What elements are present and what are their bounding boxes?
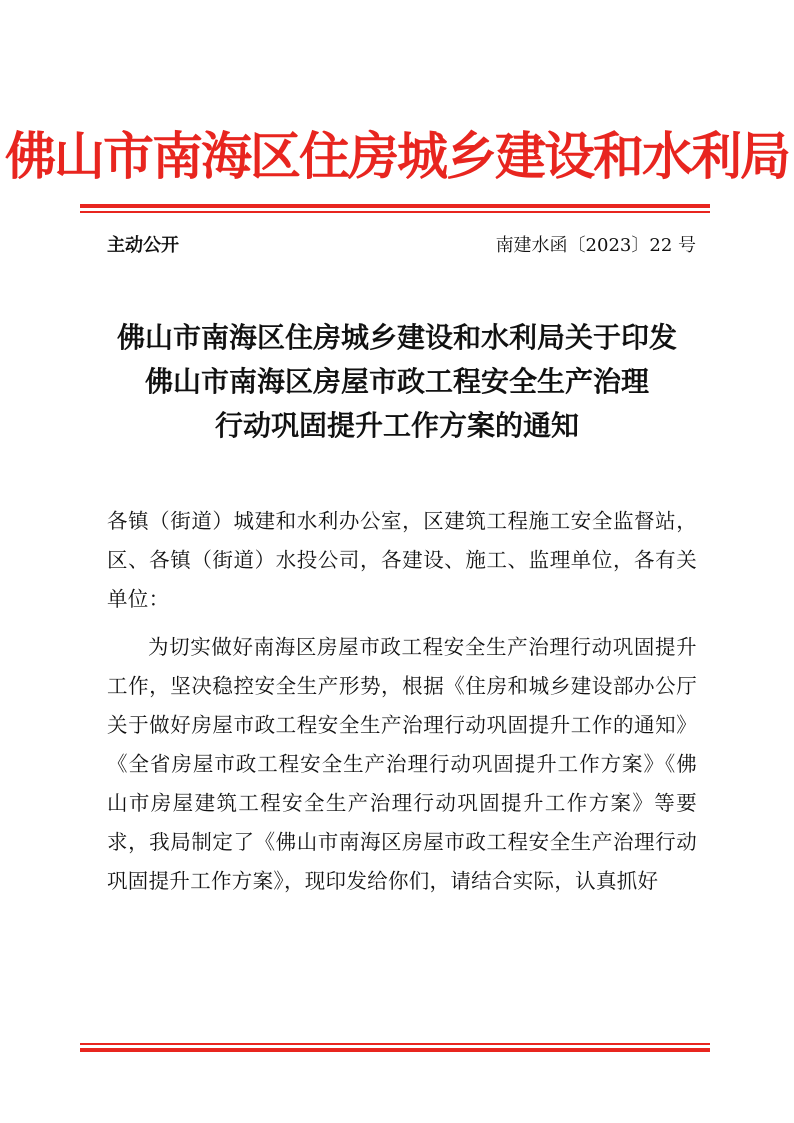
document-body <box>107 502 697 901</box>
title-line-1: 佛山市南海区住房城乡建设和水利局关于印发 <box>116 321 677 354</box>
header-rule-thin <box>80 211 710 213</box>
disclosure-label: 主动公开 <box>107 235 179 256</box>
document-title <box>80 316 714 448</box>
title-line-2: 佛山市南海区房屋市政工程安全生产治理 <box>144 365 649 398</box>
body-paragraph-1: 为切实做好南海区房屋市政工程安全生产治理行动巩固提升工作，坚决稳控安全生产形势，根据《住房和城乡建设部办公厅关于做好房屋市政工程安全生产治理行动巩固提升工作的通知》《全省房屋市政工程安全生产治理行动巩固提升工作方案》《佛山市房屋建筑工程安全生产治理行动巩固提升工作方案》等要求，我局制定了《佛山市南海区房屋市政工程安全生产治理行动巩固提升工作方案》，现印发给你们，请结合实际，认真抓好 <box>107 635 697 893</box>
document-number: 南建水函〔2023〕22 号 <box>495 235 696 256</box>
header-rule-thick <box>80 204 710 208</box>
footer-rule-thick <box>80 1048 710 1052</box>
letterhead-title: 佛山市南海区住房城乡建设和水利局 <box>4 128 789 187</box>
recipients-paragraph: 各镇（街道）城建和水利办公室，区建筑工程施工安全监督站，区、各镇（街道）水投公司，各建设、施工、监理单位，各有关单位： <box>107 509 697 611</box>
footer-rule-thin <box>80 1043 710 1045</box>
title-line-3: 行动巩固提升工作方案的通知 <box>214 409 579 442</box>
